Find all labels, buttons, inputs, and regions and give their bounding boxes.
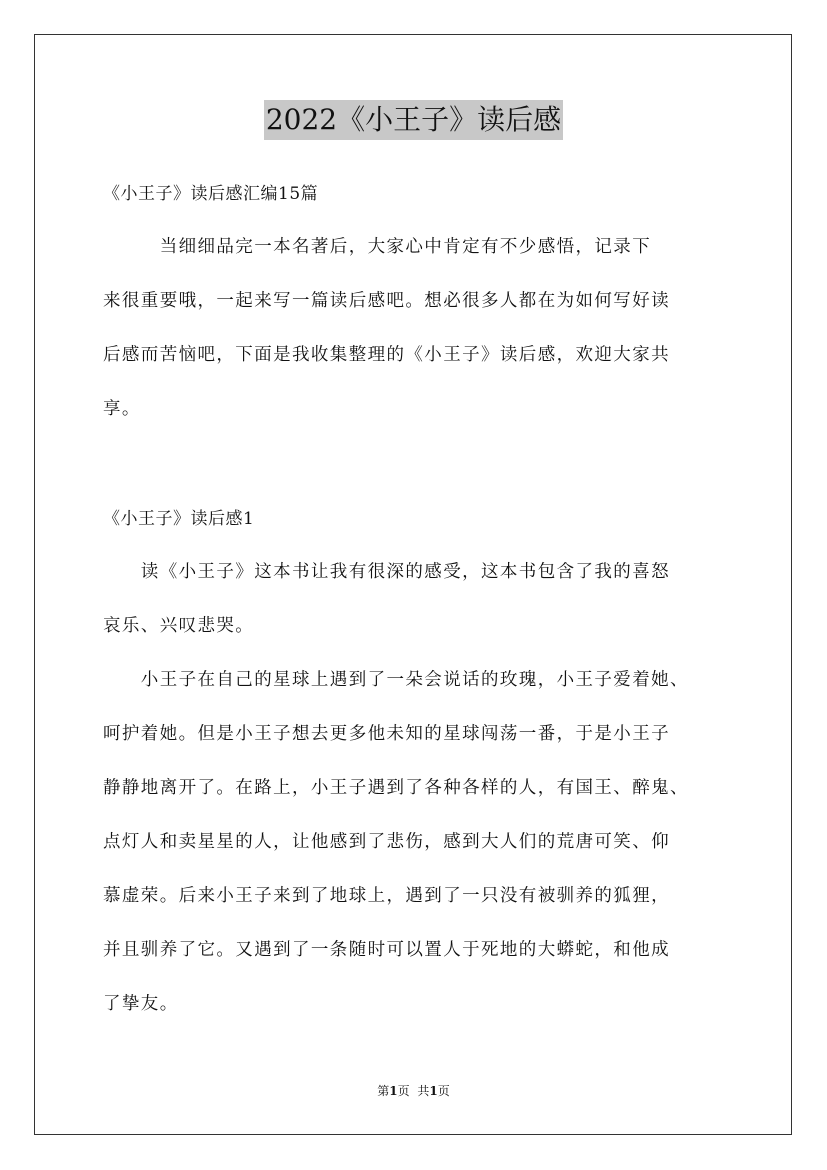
page-prefix: 第 [377, 1084, 390, 1098]
intro-line: 后感而苦恼吧，下面是我收集整理的《小王子》读后感，欢迎大家共 [103, 345, 670, 365]
paragraph-line: 并且驯养了它。又遇到了一条随时可以置人于死地的大蟒蛇，和他成 [103, 940, 670, 960]
title-container [0, 100, 827, 140]
intro-line: 来很重要哦，一起来写一篇读后感吧。想必很多人都在为如何写好读 [103, 291, 670, 311]
paragraph-line: 呵护着她。但是小王子想去更多他未知的星球闯荡一番，于是小王子 [103, 724, 670, 744]
intro-line: 享。 [103, 399, 141, 419]
paragraph-line: 慕虚荣。后来小王子来到了地球上，遇到了一只没有被驯养的狐狸， [103, 886, 670, 906]
paragraph-line: 读《小王子》这本书让我有很深的感受，这本书包含了我的喜怒 [103, 562, 670, 582]
section-heading: 《小王子》读后感1 [103, 509, 255, 529]
page-number: 1 [389, 1084, 398, 1098]
paragraph-line: 哀乐、兴叹悲哭。 [103, 616, 255, 636]
paragraph-line: 静静地离开了。在路上，小王子遇到了各种各样的人，有国王、醉鬼、 [103, 778, 689, 798]
page-suffix: 页 [397, 1084, 410, 1098]
document-subtitle: 《小王子》读后感汇编15篇 [103, 184, 319, 204]
paragraph-line: 了挚友。 [103, 994, 179, 1014]
document-title: 2022《小王子》读后感 [264, 100, 563, 140]
intro-paragraph [103, 220, 727, 436]
intro-line: 当细细品完一本名著后，大家心中肯定有不少感悟，记录下 [103, 237, 652, 257]
total-prefix: 共 [417, 1084, 430, 1098]
paragraph-2 [103, 653, 727, 1031]
total-pages: 1 [429, 1084, 438, 1098]
paragraph-1 [103, 545, 727, 653]
paragraph-line: 小王子在自己的星球上遇到了一朵会说话的玫瑰，小王子爱着她、 [103, 670, 689, 690]
total-suffix: 页 [437, 1084, 450, 1098]
page-footer [0, 1083, 827, 1099]
paragraph-line: 点灯人和卖星星的人，让他感到了悲伤，感到大人们的荒唐可笑、仰 [103, 832, 670, 852]
